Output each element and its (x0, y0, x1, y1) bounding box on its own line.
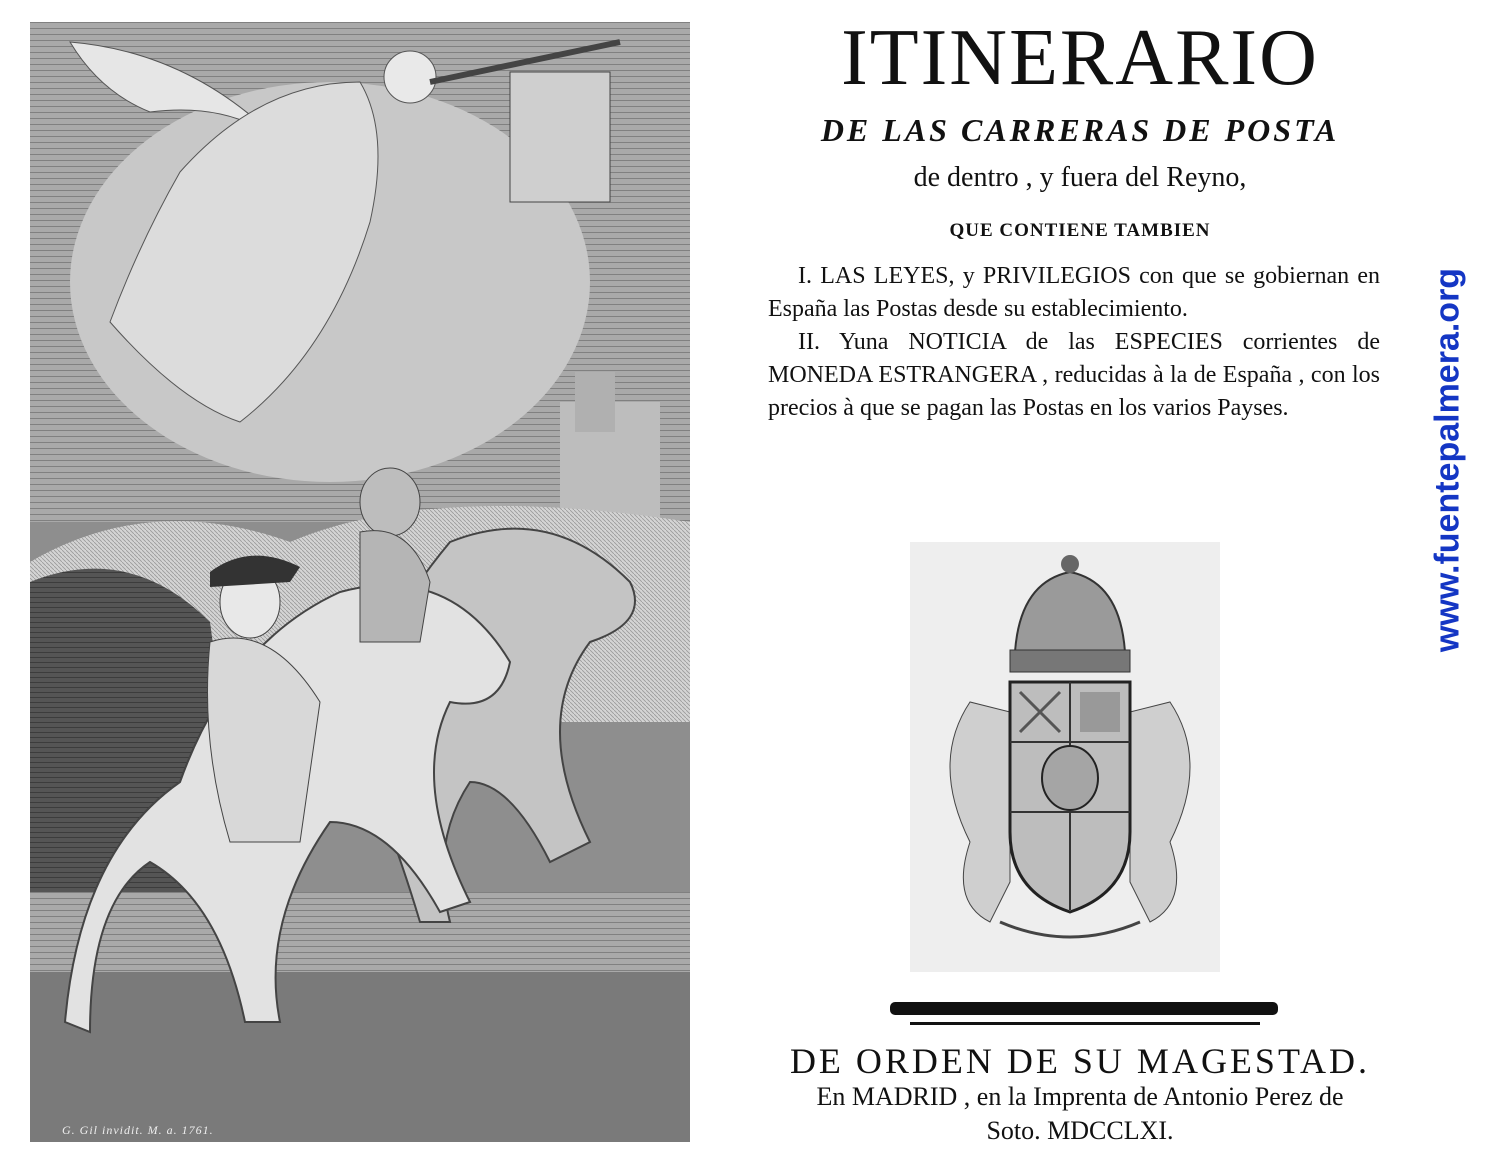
site-watermark (1418, 130, 1478, 790)
contents-list (768, 260, 1380, 425)
imprint-line-1: En MADRID , en la Imprenta de Antonio Perez de (816, 1082, 1344, 1111)
contents-item-2: II. Yuna NOTICIA de las ESPECIES corrientes de MONEDA ESTRANGERA , reducidas à la de España , con los precios à que se pagan las Postas en los varios Payses. (768, 329, 1380, 421)
title-page (760, 10, 1400, 1150)
coat-of-arms-icon (910, 542, 1220, 972)
frontispiece-engraving (30, 22, 690, 1142)
royal-coat-of-arms (910, 542, 1220, 972)
watermark-text: www.fuentepalmera.org (1428, 267, 1467, 653)
royal-order-line: DE ORDEN DE SU MAGESTAD. (789, 1041, 1371, 1081)
subtitle-posta: DE LAS CARRERAS DE POSTA (820, 112, 1340, 148)
ornamental-rule-thin (910, 1022, 1260, 1025)
contents-item-1: I. LAS LEYES, y PRIVILEGIOS con que se gobiernan en España las Postas desde su establecimiento. (768, 263, 1380, 322)
imprint (760, 1080, 1400, 1148)
book-title: ITINERARIO (841, 14, 1319, 102)
engraver-caption: G. Gil invidit. M. a. 1761. (62, 1123, 214, 1137)
subtitle-reyno: de dentro , y fuera del Reyno, (913, 162, 1247, 193)
ornamental-rule (890, 1002, 1278, 1015)
engraving-illustration (30, 22, 690, 1142)
subtitle-contiene: QUE CONTIENE TAMBIEN (949, 220, 1211, 241)
imprint-line-2: Soto. MDCCLXI. (986, 1116, 1174, 1145)
